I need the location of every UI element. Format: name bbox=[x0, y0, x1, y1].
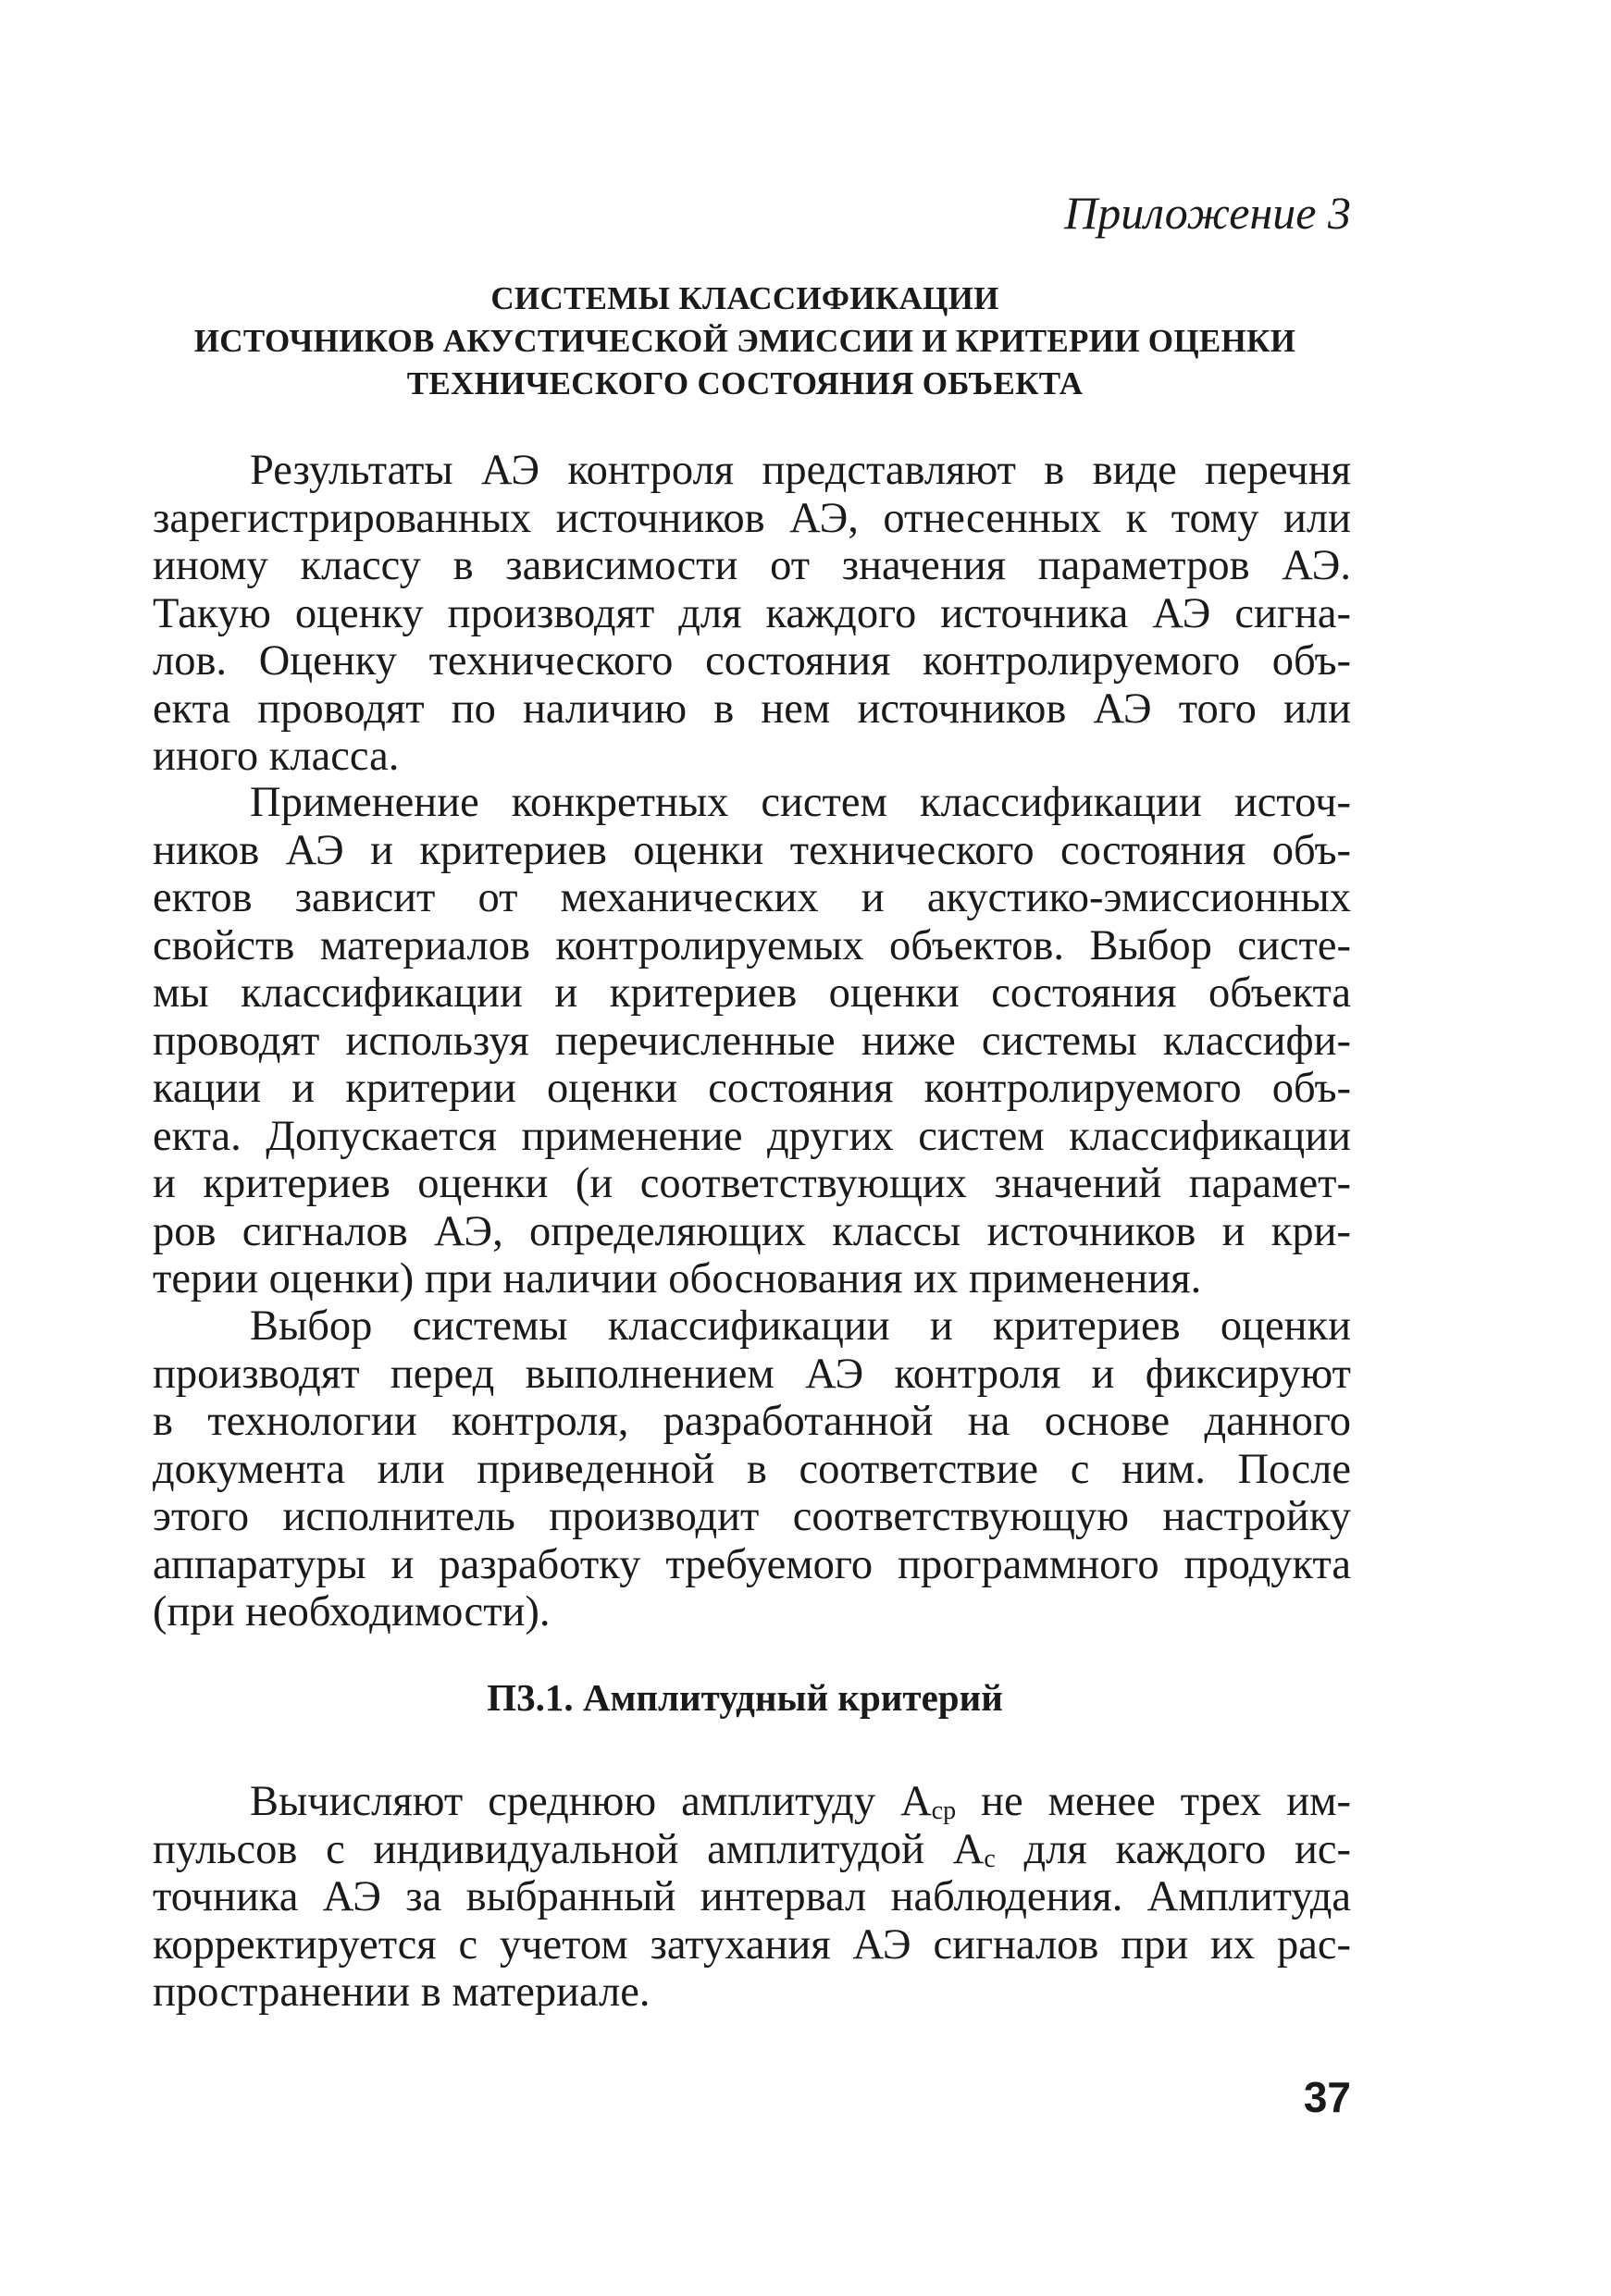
text-line: пространении в материале. bbox=[153, 1969, 651, 2016]
heading-line: ИСТОЧНИКОВ АКУСТИЧЕСКОЙ ЭМИССИИ И КРИТЕРИИ ОЦЕНКИ bbox=[193, 323, 1296, 359]
text-line: лов. Оценку технического состояния контролируемого объ- bbox=[153, 637, 1351, 685]
text-line: корректируется с учетом затухания АЭ сигналов при их рас- bbox=[153, 1920, 1351, 1969]
text-line bbox=[153, 1778, 1351, 1826]
text-line: Выбор системы классификации и критериев оценки bbox=[250, 1302, 1351, 1350]
subscript: с bbox=[984, 1844, 996, 1873]
section-heading bbox=[139, 278, 1351, 405]
text-line: точника АЭ за выбранный интервал наблюдения. Амплитуда bbox=[153, 1873, 1351, 1920]
text-line: иного класса. bbox=[153, 733, 400, 780]
heading-line: ТЕХНИЧЕСКОГО СОСТОЯНИЯ ОБЪЕКТА bbox=[406, 365, 1084, 401]
text-line: иному классу в зависимости от значения параметров АЭ. bbox=[153, 542, 1351, 589]
paragraph-results bbox=[153, 447, 1351, 781]
text-line: мы классификации и критериев оценки состояния объекта bbox=[153, 969, 1351, 1017]
paragraph-amplitude bbox=[153, 1778, 1351, 2017]
paragraph-selection bbox=[153, 1302, 1351, 1636]
page-number: 37 bbox=[1303, 2073, 1351, 2121]
text-fragment: для каждого ис- bbox=[995, 1825, 1351, 1873]
text-line: и критериев оценки (и соответствующих значений парамет- bbox=[153, 1160, 1351, 1207]
text-line: свойств материалов контролируемых объектов. Выбор систе- bbox=[153, 921, 1351, 969]
text-line: производят перед выполнением АЭ контроля и фиксируют bbox=[153, 1350, 1351, 1398]
text-line: проводят используя перечисленные ниже системы классифи- bbox=[153, 1017, 1351, 1065]
text-line: (при необходимости). bbox=[153, 1588, 551, 1636]
paragraph-application bbox=[153, 779, 1351, 1303]
subscript: ср bbox=[931, 1796, 957, 1825]
appendix-label: Приложение 3 bbox=[1064, 187, 1351, 239]
text-line: ников АЭ и критериев оценки технического состояния объ- bbox=[153, 826, 1351, 874]
text-line: этого исполнитель производит соответствующую настройку bbox=[153, 1493, 1351, 1540]
text-line: терии оценки) при наличии обоснования их применения. bbox=[153, 1255, 1202, 1302]
text-line: ров сигналов АЭ, определяющих классы источников и кри- bbox=[153, 1207, 1351, 1255]
text-line: Результаты АЭ контроля представляют в виде перечня bbox=[250, 447, 1351, 494]
text-line: Такую оценку производят для каждого источника АЭ сигна- bbox=[153, 589, 1351, 637]
text-line: екта. Допускается применение других систем классификации bbox=[153, 1112, 1351, 1160]
text-line: зарегистрированных источников АЭ, отнесенных к тому или bbox=[153, 494, 1351, 542]
text-line: кации и критерии оценки состояния контролируемого объ- bbox=[153, 1065, 1351, 1112]
text-line: Применение конкретных систем классификации источ- bbox=[250, 779, 1351, 826]
text-line: екта проводят по наличию в нем источников АЭ того или bbox=[153, 685, 1351, 733]
subsection-title: П3.1. Амплитудный критерий bbox=[487, 1676, 1003, 1719]
text-fragment: пульсов с индивидуальной амплитудой А bbox=[153, 1825, 985, 1873]
text-line: аппаратуры и разработку требуемого программного продукта bbox=[153, 1540, 1351, 1588]
text-line: в технологии контроля, разработанной на основе данного bbox=[153, 1398, 1351, 1445]
text-line: документа или приведенной в соответствие с ним. После bbox=[153, 1445, 1351, 1493]
heading-line: СИСТЕМЫ КЛАССИФИКАЦИИ bbox=[490, 280, 999, 316]
text-line bbox=[153, 1826, 1351, 1874]
text-fragment: не менее трех им- bbox=[956, 1778, 1351, 1825]
text-fragment: Вычисляют среднюю амплитуду А bbox=[250, 1778, 932, 1825]
text-line: ектов зависит от механических и акустико-эмиссионных bbox=[153, 874, 1351, 921]
